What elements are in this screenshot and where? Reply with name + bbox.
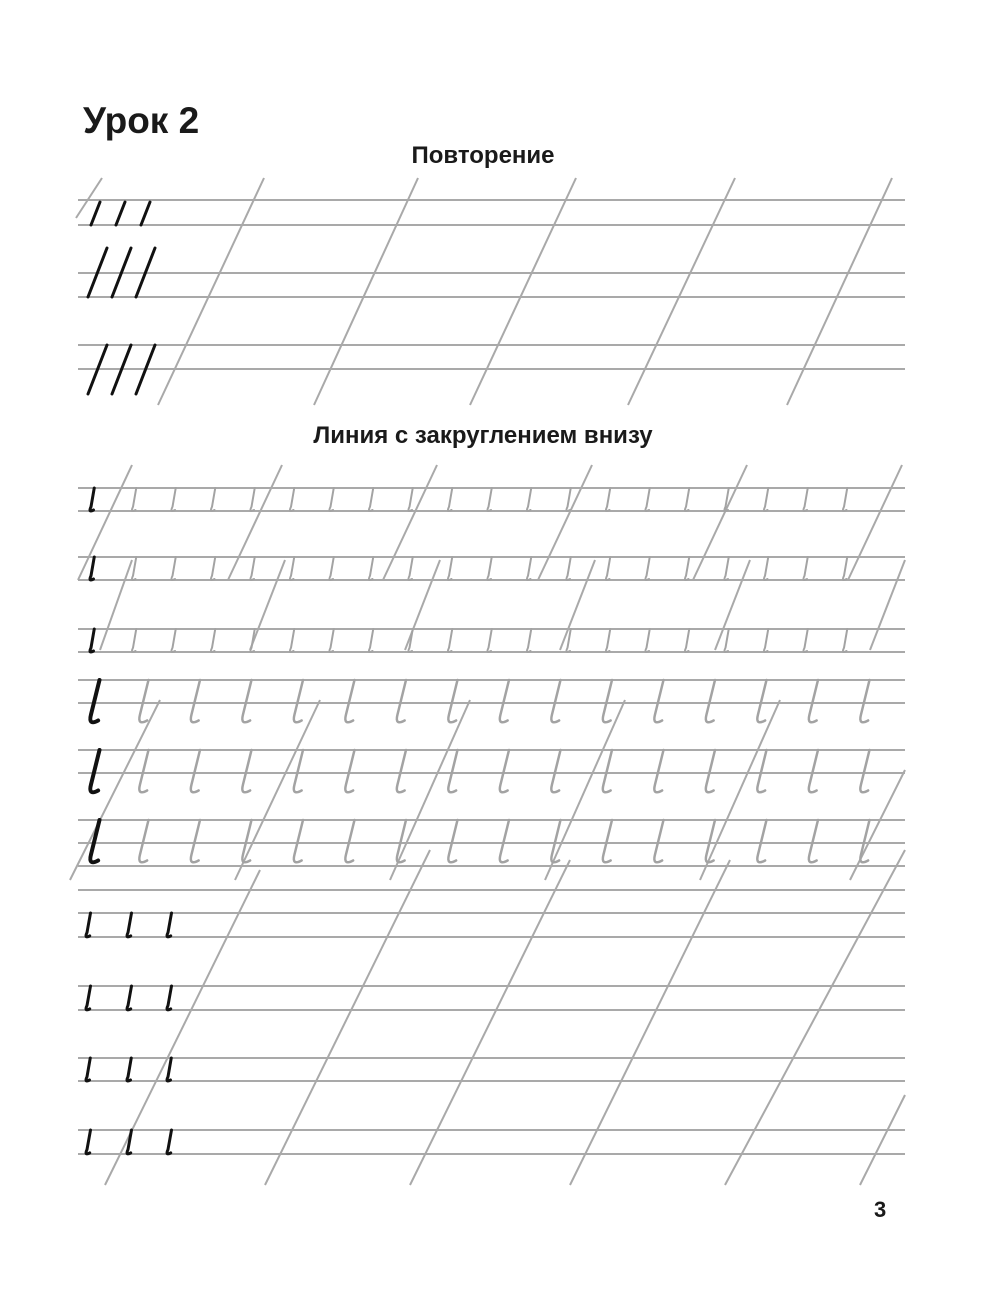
slant-line xyxy=(470,178,576,405)
trace-letter xyxy=(408,488,412,511)
section-title-rounded: Линия с закруглением внизу xyxy=(313,422,653,449)
trace-letter xyxy=(242,680,251,722)
trace-letter xyxy=(294,750,303,792)
slant-line xyxy=(693,465,747,580)
trace-letter xyxy=(329,557,333,580)
trace-letter xyxy=(764,629,768,652)
trace-letter xyxy=(606,488,610,511)
slant-line xyxy=(265,850,430,1185)
trace-letter xyxy=(345,820,354,862)
trace-letter xyxy=(448,557,452,580)
sample-letter xyxy=(90,629,94,652)
trace-letter xyxy=(645,488,649,511)
trace-letter xyxy=(566,488,570,511)
sample-letter xyxy=(90,488,94,511)
section-title-repeat: Повторение xyxy=(411,142,555,169)
trace-letter xyxy=(329,629,333,652)
trace-letter xyxy=(250,557,254,580)
trace-letter xyxy=(329,488,333,511)
trace-letter xyxy=(809,680,818,722)
trace-letter xyxy=(603,820,612,862)
trace-letter xyxy=(369,557,373,580)
sample-letter xyxy=(167,1130,172,1154)
slant-line xyxy=(848,465,902,580)
slant-line xyxy=(570,860,730,1185)
trace-letter xyxy=(250,488,254,511)
trace-letter xyxy=(500,750,509,792)
trace-letter xyxy=(191,680,200,722)
trace-letter xyxy=(527,629,531,652)
slant-line xyxy=(250,560,285,650)
sample-letter xyxy=(127,986,132,1010)
trace-letter xyxy=(764,557,768,580)
sample-letter xyxy=(90,750,99,792)
sample-letter xyxy=(86,1130,91,1154)
slant-line xyxy=(628,178,735,405)
trace-letter xyxy=(448,820,457,862)
trace-letter xyxy=(654,680,663,722)
trace-letter xyxy=(527,557,531,580)
slant-line xyxy=(100,560,132,650)
trace-letter xyxy=(132,629,136,652)
trace-letter xyxy=(211,629,215,652)
trace-letter xyxy=(551,680,560,722)
trace-letter xyxy=(242,750,251,792)
slant-line xyxy=(787,178,892,405)
trace-letter xyxy=(294,820,303,862)
slant-line xyxy=(76,178,102,218)
trace-letter xyxy=(706,680,715,722)
trace-letter xyxy=(706,750,715,792)
trace-letter xyxy=(860,750,869,792)
slant-line xyxy=(105,870,260,1185)
trace-letter xyxy=(139,680,148,722)
trace-letter xyxy=(171,488,175,511)
lesson-title: Урок 2 xyxy=(83,100,200,141)
trace-letter xyxy=(803,488,807,511)
trace-letter xyxy=(448,750,457,792)
slant-line xyxy=(78,465,132,580)
trace-letter xyxy=(345,680,354,722)
slant-line xyxy=(560,560,595,650)
slant-line xyxy=(538,465,592,580)
trace-letter xyxy=(551,750,560,792)
slant-line xyxy=(545,700,625,880)
trace-letter xyxy=(843,488,847,511)
trace-letter xyxy=(211,488,215,511)
trace-letter xyxy=(645,557,649,580)
trace-letter xyxy=(843,557,847,580)
trace-letter xyxy=(139,750,148,792)
sample-stroke xyxy=(91,202,100,225)
trace-letter xyxy=(809,820,818,862)
trace-letter xyxy=(803,557,807,580)
trace-letter xyxy=(139,820,148,862)
trace-letter xyxy=(764,488,768,511)
trace-letter xyxy=(500,680,509,722)
trace-letter xyxy=(290,488,294,511)
sample-letter xyxy=(127,913,132,937)
trace-letter xyxy=(448,680,457,722)
sample-stroke xyxy=(141,202,150,225)
trace-letter xyxy=(809,750,818,792)
trace-letter xyxy=(487,488,491,511)
trace-letter xyxy=(397,680,406,722)
trace-letter xyxy=(606,629,610,652)
sample-letter xyxy=(86,913,91,937)
trace-letter xyxy=(860,680,869,722)
trace-letter xyxy=(487,629,491,652)
trace-letter xyxy=(369,488,373,511)
trace-letter xyxy=(606,557,610,580)
sample-letter xyxy=(90,680,99,722)
slant-line xyxy=(314,178,418,405)
trace-letter xyxy=(500,820,509,862)
trace-letter xyxy=(191,820,200,862)
slant-line xyxy=(228,465,282,580)
trace-letter xyxy=(843,629,847,652)
trace-letter xyxy=(345,750,354,792)
sample-letter xyxy=(167,913,172,937)
trace-letter xyxy=(685,557,689,580)
slant-line xyxy=(158,178,264,405)
trace-letter xyxy=(803,629,807,652)
trace-letter xyxy=(757,820,766,862)
slant-line xyxy=(235,700,320,880)
slant-line xyxy=(410,860,570,1185)
sample-letter xyxy=(167,1058,171,1081)
sample-letter xyxy=(90,557,94,580)
trace-letter xyxy=(290,557,294,580)
sample-stroke xyxy=(116,202,125,225)
sample-letter xyxy=(90,820,99,862)
trace-letter xyxy=(645,629,649,652)
trace-letter xyxy=(654,820,663,862)
trace-letter xyxy=(369,629,373,652)
trace-letter xyxy=(685,629,689,652)
trace-letter xyxy=(724,557,728,580)
trace-letter xyxy=(191,750,200,792)
trace-letter xyxy=(757,750,766,792)
trace-letters-rounded xyxy=(132,488,870,862)
trace-letter xyxy=(654,750,663,792)
trace-letter xyxy=(860,820,869,862)
slant-line xyxy=(390,700,470,880)
trace-letter xyxy=(685,488,689,511)
trace-letter xyxy=(487,557,491,580)
sample-letter xyxy=(86,986,91,1010)
trace-letter xyxy=(527,488,531,511)
sample-letter xyxy=(86,1058,90,1081)
sample-letter xyxy=(167,986,172,1010)
trace-letter xyxy=(757,680,766,722)
slant-line xyxy=(715,560,750,650)
slant-line xyxy=(383,465,437,580)
trace-letter xyxy=(448,629,452,652)
slant-line xyxy=(860,1095,905,1185)
page-number: 3 xyxy=(874,1197,887,1222)
trace-letter xyxy=(603,750,612,792)
trace-letter xyxy=(408,557,412,580)
trace-letter xyxy=(397,750,406,792)
trace-letter xyxy=(294,680,303,722)
trace-letter xyxy=(171,629,175,652)
trace-letter xyxy=(724,629,728,652)
trace-letter xyxy=(290,629,294,652)
slant-line xyxy=(725,850,905,1185)
trace-letter xyxy=(171,557,175,580)
trace-letter xyxy=(211,557,215,580)
trace-letter xyxy=(566,557,570,580)
trace-letter xyxy=(603,680,612,722)
ruling-repeat-section xyxy=(76,178,905,405)
slant-line xyxy=(870,560,905,650)
trace-letter xyxy=(448,488,452,511)
trace-letter xyxy=(132,488,136,511)
sample-letter xyxy=(127,1058,131,1081)
ruling-rounded-section xyxy=(70,465,905,1185)
